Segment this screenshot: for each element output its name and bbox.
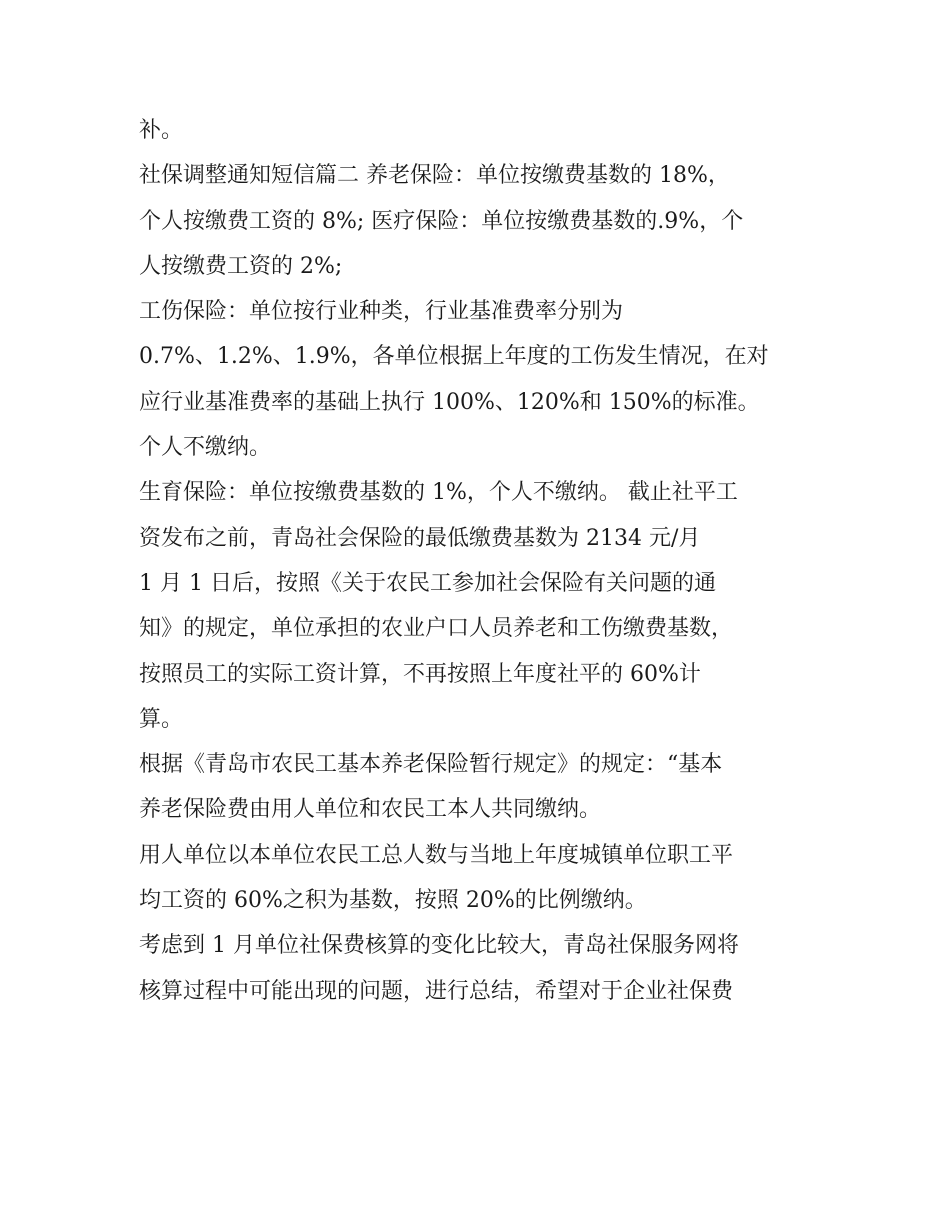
text-line: 0.7%、1.2%、1.9%，各单位根据上年度的工伤发生情况，在对 bbox=[139, 344, 769, 370]
text-line: 补。 bbox=[139, 118, 184, 143]
text-line: 知》的规定，单位承担的农业户口人员养老和工伤缴费基数， bbox=[139, 616, 734, 642]
text-line: 算。 bbox=[139, 706, 184, 732]
text-line: 社保调整通知短信篇二 养老保险：单位按缴费基数的 18%， bbox=[139, 163, 730, 189]
text-line: 考虑到 1 月单位社保费核算的变化比较大，青岛社保服务网将 bbox=[139, 933, 739, 959]
text-line: 根据《青岛市农民工基本养老保险暂行规定》的规定：“基本 bbox=[139, 752, 723, 778]
text-line: 均工资的 60%之积为基数，按照 20%的比例缴纳。 bbox=[139, 888, 647, 914]
text-line: 人按缴费工资的 2%; bbox=[139, 253, 343, 279]
text-line: 个人不缴纳。 bbox=[139, 435, 272, 461]
text-line: 养老保险费由用人单位和农民工本人共同缴纳。 bbox=[139, 797, 602, 823]
text-line: 生育保险：单位按缴费基数的 1%，个人不缴纳。 截止社平工 bbox=[139, 480, 738, 506]
document-body bbox=[139, 108, 829, 1014]
text-line: 用人单位以本单位农民工总人数与当地上年度城镇单位职工平 bbox=[139, 842, 734, 868]
text-line: 工伤保险：单位按行业种类，行业基准费率分别为 bbox=[139, 299, 624, 325]
text-line: 资发布之前，青岛社会保险的最低缴费基数为 2134 元/月 bbox=[139, 525, 701, 551]
text-line: 核算过程中可能出现的问题，进行总结，希望对于企业社保费 bbox=[139, 978, 734, 1004]
text-line: 按照员工的实际工资计算，不再按照上年度社平的 60%计 bbox=[139, 661, 701, 687]
text-line: 应行业基准费率的基础上执行 100%、120%和 150%的标准。 bbox=[139, 389, 760, 415]
text-line: 1 月 1 日后，按照《关于农民工参加社会保险有关问题的通 bbox=[139, 570, 716, 596]
text-line: 个人按缴费工资的 8%; 医疗保险：单位按缴费基数的.9%，个 bbox=[139, 208, 744, 234]
